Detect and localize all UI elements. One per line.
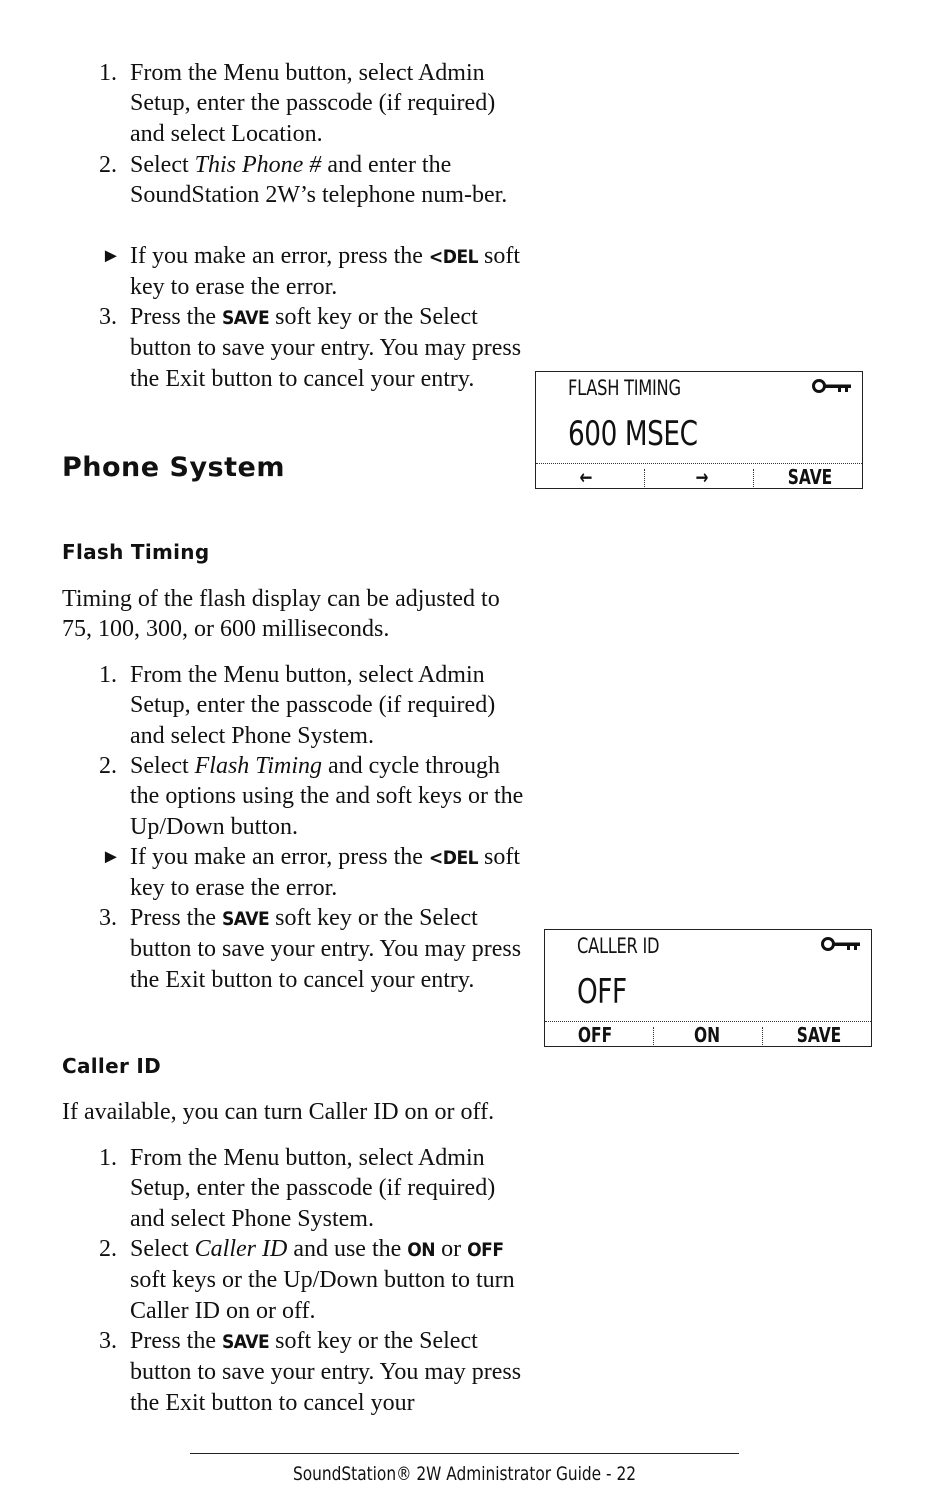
soft-key-right-arrow[interactable]: → — [695, 465, 709, 489]
display-value: OFF — [577, 972, 627, 1012]
step-number: 2. — [99, 152, 117, 178]
note-text: soft key to erase the error. — [130, 844, 521, 902]
display-value: 600 MSEC — [568, 414, 698, 454]
location-step-1 — [99, 58, 530, 149]
soft-key-label: OFF — [467, 1239, 504, 1261]
note-text: If you make an error, press the — [130, 844, 429, 870]
step-emphasis: Flash Timing — [194, 753, 322, 779]
flash-timing-display — [535, 371, 863, 489]
flash-timing-intro: Timing of the flash display can be adjusted to 75, 100, 300, or 600 milliseconds. — [62, 586, 500, 643]
display-divider — [536, 463, 862, 464]
footer-divider — [190, 1453, 739, 1454]
step-text: soft key or the Select button to save your entry. You may press the Exit button to cancel your entry. — [130, 304, 522, 392]
step-number: 1. — [99, 1145, 117, 1171]
caller-step-3 — [99, 1326, 530, 1418]
soft-key-divider — [753, 469, 754, 487]
caller-step-1 — [99, 1143, 530, 1234]
caller-id-intro: If available, you can turn Caller ID on or off. — [62, 1099, 495, 1125]
caller-step-2 — [99, 1234, 530, 1326]
step-text: and cycle through the options using the and soft keys or the Up/Down button. — [130, 753, 524, 840]
note-text: soft key to erase the error. — [130, 243, 521, 301]
triangle-bullet-icon: ► — [101, 245, 121, 267]
note-text: If you make an error, press the — [130, 243, 429, 269]
key-icon — [812, 378, 852, 394]
flash-note — [101, 842, 530, 904]
step-emphasis: Caller ID — [194, 1236, 288, 1262]
location-step-2 — [99, 150, 530, 211]
step-number: 1. — [99, 662, 117, 688]
step-text: From the Menu button, select Admin Setup, enter the passcode (if required) and select Phone System. — [130, 662, 496, 749]
step-text: and enter the SoundStation 2W’s telephone num-ber. — [130, 152, 508, 209]
step-text: Select — [130, 152, 195, 178]
soft-key-save[interactable]: SAVE — [787, 465, 833, 489]
display-title: CALLER ID — [577, 934, 660, 958]
step-text: Press the — [130, 905, 222, 931]
soft-key-left-arrow[interactable]: ← — [579, 465, 593, 489]
step-text: and use the — [287, 1236, 408, 1262]
step-number: 2. — [99, 753, 117, 779]
soft-key-label: <DEL — [428, 847, 479, 869]
flash-step-1 — [99, 660, 530, 751]
step-text: or — [435, 1236, 468, 1262]
caller-id-display — [544, 929, 872, 1047]
flash-step-3 — [99, 903, 530, 995]
soft-key-label: ON — [407, 1239, 436, 1261]
triangle-bullet-icon: ► — [101, 846, 121, 868]
key-icon — [821, 936, 861, 952]
flash-step-2 — [99, 751, 530, 842]
display-divider — [545, 1021, 871, 1022]
step-text: From the Menu button, select Admin Setup, enter the passcode (if required) and select Location. — [130, 60, 496, 147]
soft-key-label: SAVE — [222, 908, 270, 930]
soft-key-label: SAVE — [222, 1331, 270, 1353]
location-step-3 — [99, 302, 530, 394]
step-text: From the Menu button, select Admin Setup, enter the passcode (if required) and select Phone System. — [130, 1145, 496, 1232]
location-note — [101, 241, 530, 303]
soft-key-off[interactable]: OFF — [577, 1023, 613, 1047]
step-text: Press the — [130, 304, 222, 330]
soft-key-label: SAVE — [222, 307, 270, 329]
section-title: Phone System — [62, 452, 285, 483]
step-text: soft key or the Select button to save your entry. You may press the Exit button to cancel your — [130, 1328, 522, 1416]
caller-id-heading: Caller ID — [62, 1054, 162, 1078]
soft-key-save[interactable]: SAVE — [796, 1023, 842, 1047]
step-text: Select — [130, 753, 195, 779]
page-footer: SoundStation® 2W Administrator Guide - 22 — [292, 1463, 637, 1485]
step-number: 1. — [99, 60, 117, 86]
soft-key-divider — [644, 469, 645, 487]
soft-key-divider — [762, 1027, 763, 1045]
step-number: 3. — [99, 1328, 117, 1354]
step-number: 2. — [99, 1236, 117, 1262]
soft-key-divider — [653, 1027, 654, 1045]
soft-key-on[interactable]: ON — [693, 1023, 721, 1047]
step-number: 3. — [99, 304, 117, 330]
soft-key-label: <DEL — [428, 246, 479, 268]
display-title: FLASH TIMING — [568, 376, 681, 400]
step-emphasis: This Phone # — [194, 152, 322, 178]
step-text: soft key or the Select button to save your entry. You may press the Exit button to cancel your entry. — [130, 905, 522, 993]
step-text: Select — [130, 1236, 195, 1262]
step-text: Press the — [130, 1328, 222, 1354]
step-text: soft keys or the Up/Down button to turn Caller ID on or off. — [130, 1267, 515, 1324]
flash-timing-heading: Flash Timing — [62, 540, 210, 564]
step-number: 3. — [99, 905, 117, 931]
